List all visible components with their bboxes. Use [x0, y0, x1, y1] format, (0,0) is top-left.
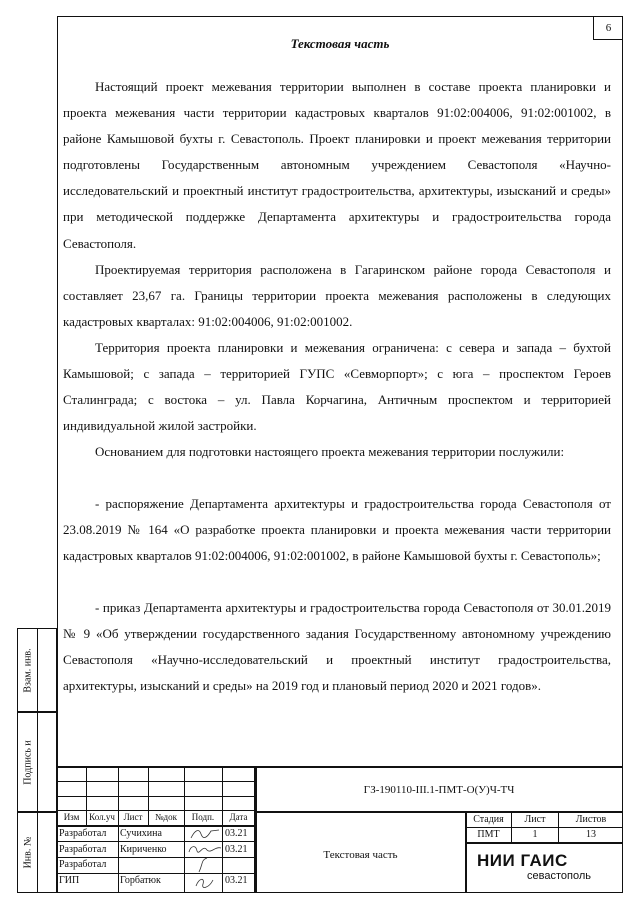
side-stamp-podpis — [17, 712, 57, 812]
sheet-header: Лист — [524, 814, 546, 825]
sheet-value: 1 — [532, 829, 538, 840]
header-data: Дата — [229, 812, 248, 822]
page-number: 6 — [593, 16, 623, 40]
company-logo-city: севастополь — [527, 870, 591, 882]
document-code: ГЗ-190110-III.1-ПМТ-О(У)Ч-ТЧ — [363, 784, 515, 796]
row-4-role: ГИП — [59, 875, 80, 886]
sheets-value: 13 — [586, 829, 596, 840]
row-4-date: 03.21 — [225, 875, 248, 886]
stage-value: ПМТ — [477, 829, 500, 840]
row-3-role: Разработал — [59, 859, 107, 870]
company-logo: НИИ ГАИС — [477, 851, 568, 870]
row-2-name: Кириченко — [120, 844, 167, 855]
side-label-vzam: Взам. инв. — [22, 648, 34, 693]
title-block — [57, 766, 623, 893]
header-list: Лист — [123, 812, 143, 822]
sheets-header: Листов — [575, 814, 607, 825]
row-1-role: Разработал — [59, 828, 107, 839]
row-4-name: Горбатюк — [120, 875, 161, 886]
page-title: Текстовая часть — [290, 36, 390, 51]
side-stamp-inv — [17, 812, 57, 893]
paragraph-4: Основанием для подготовки настоящего проекта межевания территории послужили: — [95, 444, 565, 459]
stage-header: Стадия — [473, 814, 504, 825]
side-stamp-vzam — [17, 628, 57, 712]
signature-4 — [193, 874, 217, 892]
row-2-role: Разработал — [59, 844, 107, 855]
row-1-name: Сучихина — [120, 828, 162, 839]
paragraph-1: Настоящий проект межевания территории выполнен в составе проекта планировки и проекта межевания части территории кадастровых кварталов 91:02:004006, 91:02:001002, в районе Камышовой бухты г. Севастополь. Проект планировки и проект межевания территории подготовлены Государственным автономным учреждением Севастополя «Научно-исследовательский и проектный институт градостроительства, архитектуры, изысканий и среды» при методической поддержке Департамента архитектуры и градостроительства города Севастополя. — [63, 79, 611, 251]
sheet-title: Текстовая часть — [323, 849, 398, 861]
signature-1 — [189, 826, 221, 842]
paragraph-3: Территория проекта планировки и межевания ограничена: с севера и запада – бухтой Камышовой; с запада – территорией ГУПС «Севморпорт»; с юга – проспектом Героев Сталинграда; с востока – ул. Павла Корчагина, Античным проспектом и территорией индивидуальной жилой застройки. — [63, 340, 611, 434]
row-1-date: 03.21 — [225, 828, 248, 839]
paragraph-6: - приказ Департамента архитектуры и градостроительства города Севастополя от 30.01.2019 № 9 «Об утверждении государственного задания Государственному автономному учреждению Севастополя «Научно-исследовательский и проектный институт градостроительства, архитектуры, изысканий и среды» на 2019 год и плановый период 2020 и 2021 годов». — [63, 600, 611, 694]
side-label-podpis: Подпись и — [22, 740, 34, 785]
row-2-date: 03.21 — [225, 844, 248, 855]
side-label-inv: Инв. № — [22, 836, 34, 869]
header-izm: Изм — [63, 812, 80, 822]
header-podp: Подп. — [191, 812, 215, 822]
signature-3 — [195, 856, 215, 874]
paragraph-5: - распоряжение Департамента архитектуры и градостроительства города Севастополя от 23.08.2019 № 164 «О разработке проекта планировки и проекта межевания части территории кадастровых кварталов 91:02:004006, 91:02:001002, в районе Камышовой бухты г. Севастополь»; — [63, 496, 611, 564]
paragraph-2: Проектируемая территория расположена в Гагаринском районе города Севастополя и составляет 23,67 га. Границы территории проекта межевания расположены в следующих кадастровых кварталах: 91:02:004006, 91:02:001002. — [63, 262, 611, 330]
header-kol-uch: Кол.уч — [89, 812, 115, 822]
header-ndok: №док — [154, 812, 178, 822]
